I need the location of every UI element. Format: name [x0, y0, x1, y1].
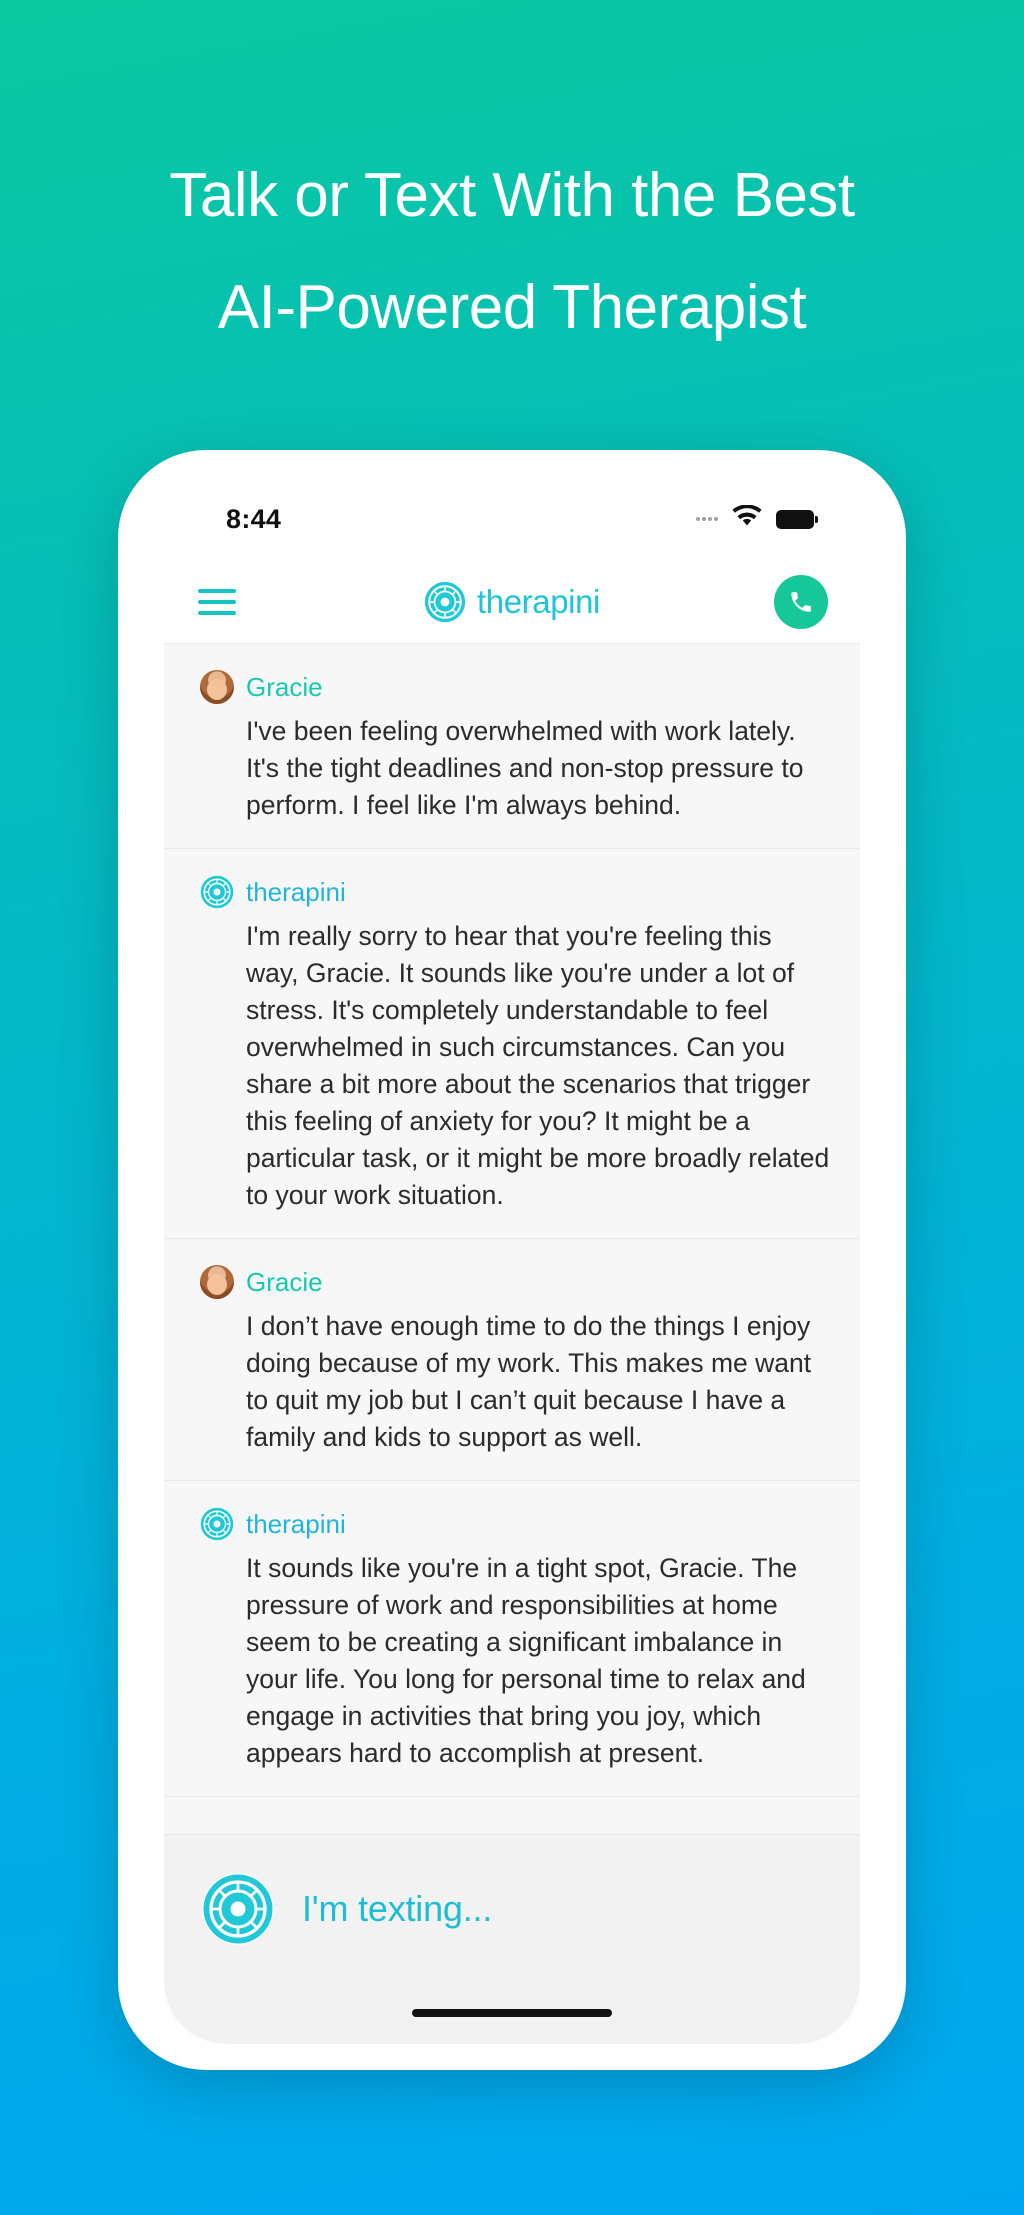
therapini-mandala-logo-icon [200, 875, 234, 909]
app-header [164, 560, 860, 644]
chat-message [164, 1239, 860, 1481]
message-sender: Gracie [246, 1266, 323, 1297]
chat-message [164, 849, 860, 1239]
chat-message [164, 644, 860, 849]
brand-name: therapini [477, 582, 600, 620]
chat-empty-space [164, 1797, 860, 1834]
phone-mockup [118, 450, 906, 2070]
wifi-icon [731, 505, 763, 534]
message-header [200, 1507, 830, 1541]
message-header [200, 670, 830, 704]
brand [424, 581, 600, 623]
message-sender: Gracie [246, 671, 323, 702]
message-header [200, 875, 830, 909]
message-sender: therapini [246, 876, 346, 907]
headline-line-2: AI-Powered Therapist [217, 273, 807, 342]
phone-screen [164, 478, 860, 2044]
user-avatar [200, 670, 234, 704]
chat-thread[interactable] [164, 644, 860, 1834]
message-header [200, 1265, 830, 1299]
page-title [0, 140, 1024, 364]
hamburger-menu-icon[interactable] [198, 589, 236, 615]
home-indicator[interactable] [412, 2009, 612, 2017]
therapini-mandala-logo-icon [202, 1873, 274, 1945]
phone-call-icon[interactable] [774, 575, 828, 629]
signal-dots-icon [696, 517, 718, 521]
therapini-mandala-logo-icon [200, 1507, 234, 1541]
status-time: 8:44 [226, 503, 282, 534]
message-text: I'm really sorry to hear that you're feeling this way, Gracie. It sounds like you're under a lot of stress. It's completely understandable to feel overwhelmed in such circumstances. Can you share a bit more about the scenarios that trigger this feeling of anxiety for you? It might be a particular task, or it might be more broadly related to your work situation. [246, 921, 830, 1210]
headline-line-1: Talk or Text With the Best [169, 161, 855, 230]
chat-status-bar [164, 1834, 860, 1982]
typing-status-text: I'm texting... [302, 1887, 493, 1929]
user-avatar [200, 1265, 234, 1299]
message-text: I don’t have enough time to do the things I enjoy doing because of my work. This makes me want to quit my job but I can’t quit because I have a family and kids to support as well. [246, 1311, 812, 1452]
status-bar [164, 478, 860, 560]
battery-full-icon [776, 510, 814, 529]
message-sender: therapini [246, 1508, 346, 1539]
message-text: I've been feeling overwhelmed with work lately. It's the tight deadlines and non-stop pressure to perform. I feel like I'm always behind. [246, 716, 804, 820]
message-text: It sounds like you're in a tight spot, Gracie. The pressure of work and responsibilities at home seem to be creating a significant imbalance in your life. You long for personal time to relax and engage in activities that bring you joy, which appears hard to accomplish at present. [246, 1553, 806, 1768]
therapini-mandala-logo-icon [424, 581, 466, 623]
chat-message [164, 1481, 860, 1797]
status-indicators [696, 505, 814, 534]
home-indicator-area [164, 1982, 860, 2044]
